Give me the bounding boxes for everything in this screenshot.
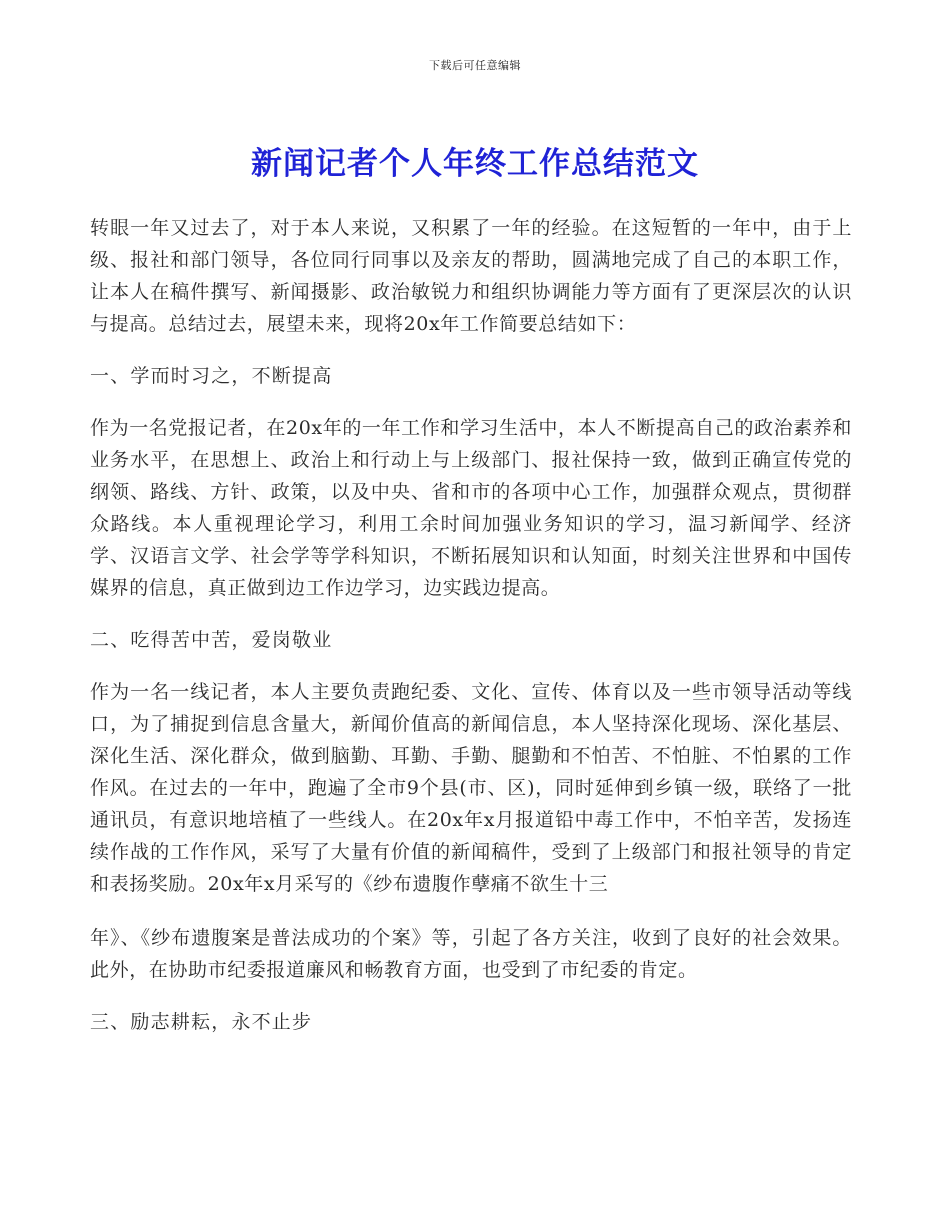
header-note: 下载后可任意编辑 bbox=[429, 59, 521, 72]
section-2-paragraph-part-1: 作为一名一线记者，本人主要负责跑纪委、文化、宣传、体育以及一些市领导活动等线口，为了捕捉到信息含量大，新闻价值高的新闻信息，本人坚持深化现场、深化基层、深化生活、深化群众，做到脑勤、耳勤、手勤、腿勤和不怕苦、不怕脏、不怕累的工作作风。在过去的一年中，跑遍了全市9个县(市、区)，同时延伸到乡镇一级，联络了一批通讯员，有意识地培植了一些线人。在20x年x月报道铅中毒工作中，不怕辛苦，发扬连续作战的工作作风，采写了大量有价值的新闻稿件，受到了上级部门和报社领导的肯定和表扬奖励。20x年x月采写的《纱布遗腹作孽痛不欲生十三 bbox=[90, 681, 852, 895]
intro-paragraph: 转眼一年又过去了，对于本人来说，又积累了一年的经验。在这短暂的一年中，由于上级、报社和部门领导，各位同行同事以及亲友的帮助，圆满地完成了自己的本职工作，让本人在稿件撰写、新闻摄影、政治敏锐力和组织协调能力等方面有了更深层次的认识与提高。总结过去，展望未来，现将20x年工作简要总结如下： bbox=[90, 217, 852, 335]
section-1-heading: 一、学而时习之，不断提高 bbox=[90, 365, 333, 387]
section-2-paragraph-part-2: 年》、《纱布遗腹案是普法成功的个案》等，引起了各方关注，收到了良好的社会效果。此外，在协助市纪委报道廉风和畅教育方面，也受到了市纪委的肯定。 bbox=[90, 927, 852, 981]
document-body bbox=[90, 212, 852, 1038]
section-1-paragraph: 作为一名党报记者，在20x年的一年工作和学习生活中，本人不断提高自己的政治素养和业务水平，在思想上、政治上和行动上与上级部门、报社保持一致，做到正确宣传党的纲领、路线、方针、政策，以及中央、省和市的各项中心工作，加强群众观点，贯彻群众路线。本人重视理论学习，利用工余时间加强业务知识的学习，温习新闻学、经济学、汉语言文学、社会学等学科知识，不断拓展知识和认知面，时刻关注世界和中国传媒界的信息，真正做到边工作边学习，边实践边提高。 bbox=[90, 417, 852, 599]
section-2-heading: 二、吃得苦中苦，爱岗敬业 bbox=[90, 629, 333, 651]
section-3-heading: 三、励志耕耘，永不止步 bbox=[90, 1011, 313, 1033]
document-title: 新闻记者个人年终工作总结范文 bbox=[251, 146, 699, 182]
